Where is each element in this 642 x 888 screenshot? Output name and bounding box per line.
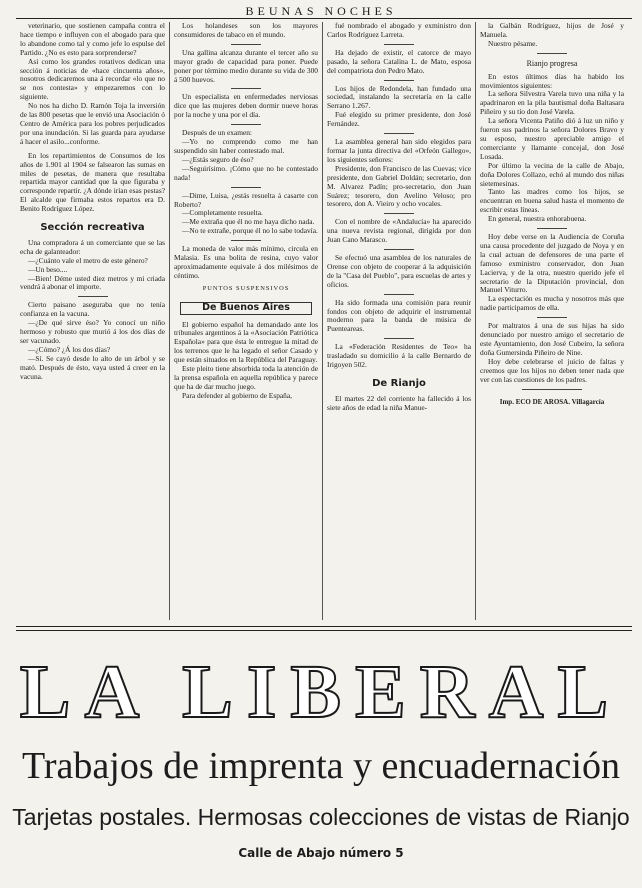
paragraph: Así como los grandes rotativos dedican una sección á noticias de «hace cincuenta años», nosotros dedicaremos una á recordar «lo que no se nos contesta» y empezaremos con lo siguiente. [20,56,165,102]
paragraph: —Seguirísimo. ¡Cómo que no he contestado nada! [174,163,318,182]
paragraph: El martes 22 del corriente ha fallecido á los siete años de edad la niña Manue- [327,393,471,412]
column-1 [16,22,169,620]
divider [231,187,261,188]
paragraph: —Un beso.... [28,264,68,274]
paragraph: Cierto paisano aseguraba que no tenía confianza en la vacuna. [20,300,165,319]
divider [78,296,108,297]
column-3 [322,22,475,620]
advert-line-1: Trabajos de imprenta y encuadernación [22,745,620,787]
divider [384,338,414,339]
bottom-rule-2 [16,630,632,631]
section-title: Rianjo progresa [526,58,578,68]
divider [231,124,261,125]
paragraph: —¿Cuánto vale el metro de este género? [28,255,148,265]
paragraph: Ha sido formada una comisión para reunir fondos con objeto de adquirir el instrumental moderno para la banda de música de Puenteareas. [327,297,471,334]
divider [384,80,414,81]
paragraph: —No te extrañe, porque él no lo sabe todavía. [182,226,318,236]
divider [231,88,261,89]
divider [537,317,567,318]
paragraph: Se efectuó una asamblea de los naturales de Orense con objeto de cooperar á la adquisición de la "Casa del Pueblo", para escuelas de artes y oficios. [327,253,471,289]
paragraph: —Yo no comprendo como me han suspendido sin haber contestado mal. [174,137,318,155]
paragraph: —¿De qué sirve éso? Yo conocí un niño hermoso y robusto que murió á los dos días de ser vacunado. [20,318,165,345]
paragraph: Una gallina alcanza durante el tercer año su mayor grado de capacidad para poner. Puede poner por término medio durante su vida de 300 á 500 huevos. [174,47,318,84]
paragraph: Con el nombre de «Andalucía» ha aparecido una nueva revista regional, dirigida por don Juan Cano Marasco. [327,217,471,245]
paragraph: —Completamente resuelta. [182,208,263,218]
paragraph: La asamblea general han sido elegidos para formar la junta directiva del «Orfeón Gallego», los siguientes señores: [327,137,471,164]
section-title-box: De Buenos Aires [180,302,312,315]
paragraph: En general, nuestra enhorabuena. [488,214,587,224]
divider [384,213,414,214]
column-4 [475,22,628,620]
paragraph: Hoy debe celebrarse el juicio de faltas y creemos que los hijos no deben tener nada que ver con las cuestiones de los padres. [480,356,624,384]
paragraph: La «Federación Residentes de Teo» ha trasladado su domicilio á la calle Bernardo de Irigoyen 502. [327,342,471,370]
masthead: BEUNAS NOCHES [245,4,397,18]
printer-imprint: Imp. ECO DE AROSA. Villagarcía [499,397,605,406]
paragraph: Los holandeses son los mayores consumidores de tabaco en el mundo. [174,22,318,39]
divider [384,133,414,134]
paragraph: veterinario, que sostienen campaña contra el hace tiempo e influyen con el abogado para que lo abandone como tal y como jefe lo espulse del Partido. ¿No es esto para sorprenderse? [20,22,165,57]
paragraph: No nos ha dicho D. Ramón Toja la inversión de las 800 pesetas que le envió una Asociación ó Centro de América para los pobres perjudicados por una inundación. Si las guarda para ayudarse á hacer el asilo...conforme. [20,101,165,146]
paragraph: En los repartimientos de Consumos de los años de 1.901 al 1904 se falsearon las sumas en miles de pesetas, de manera que resultaba repartida mayor cantidad que la que figuraba y corresponde repartir. ¿A dónde irían esas pestas? El alcalde que firmaba estos repartos era D. Benito Rodríguez López. [20,150,165,214]
paragraph: fué nombrado el abogado y exministro don Carlos Rodríguez Larreta. [327,22,471,39]
paragraph: —Me extraña que él no me haya dicho nada. [182,217,315,227]
paragraph: Ha dejado de existir, el catorce de mayo pasado, la señora Catalina L. de Mato, esposa del compatriota don Pedro Mato. [327,47,471,75]
divider [522,389,582,390]
divider [537,53,567,54]
paragraph: Por último la vecina de la calle de Abajo, doña Dolores Collazo, echó al mundo dos niñas sietemesinas. [480,160,624,188]
paragraph: La espectación es mucha y nosotros más que nadie participamos de ella. [480,294,624,313]
advert-line-2: Tarjetas postales. Hermosas colecciones de vistas de Rianjo [12,804,630,830]
section-title: Sección recreativa [40,222,145,234]
paragraph: Hoy debe verse en la Audiencia de Coruña una causa procedente del juzgado de Noya y en la cual actuan de defensores de una parte el famoso exministro conservador, don Juan Lacierva, y de la otra, nuestro querido jefe el secretario de la Diputación provincial, don Manuel Viturro. [480,232,624,295]
advert-address: Calle de Abajo número 5 [238,846,404,860]
paragraph: En estos últimos días ha habido los movimientos siguientes: [480,71,624,90]
paragraph: Por maltratos á una de sus hijas ha sido denunciado por nuestro amigo el secretario de este Ayuntamiento, don José Cubeiro, la señora doña Gumersinda Piñeiro de Nine. [480,321,624,357]
paragraph: Este pleito tiene absorbida toda la atención de la prensa española en aquella república y parece que ha de dar mucho juego. [174,364,318,391]
puntos-suspensivos-caption: PUNTOS SUSPENSIVOS [202,284,290,292]
column-2 [169,22,322,620]
divider [537,228,567,229]
paragraph: Los hijos de Redondela, han fundado una sociedad, instalando la secretaría en la calle Serrano 1.267. [327,83,471,111]
paragraph: La señora Vicenta Patiño dió á luz un niño y fueron sus padrinos la señora Dolores Bravo y su esposo, nuestro apreciable amigo el comerciante y llamante concejal, don José Losada. [480,116,624,161]
paragraph: La señora Silvestra Varela tuvo una niña y la apadrinaron en la pila bautismal doña Baltasara Piñeiro y su tío don José Varela. [480,89,624,117]
advert-title: LA LIBERAL [19,650,623,734]
paragraph: La moneda de valor más mínimo, circula en Malasia. Es una bolita de resina, cuyo valor aproximadamente equivale á dos milésimos de céntimo. [174,244,318,280]
paragraph: —Sí. Se cayó desde lo alto de un árbol y se mató. Después de ésto, vaya usted á creer en la vacuna. [20,353,165,381]
paragraph: El gobierno español ha demandado ante los tribunales argentinos á la «Asociación Patriótica Española» para que ésta le entregue la mitad de los terrenos que le ha legado el señor Casado y que están situados en la República del Paraguay. [174,319,318,365]
paragraph: Fué elegido su primer presidente, don José Fernández. [327,110,471,129]
divider [384,249,414,250]
paragraph: —Bien! Déme usted diez metros y mi criada vendrá á abonar el importe. [20,273,165,292]
paragraph: Tanto las madres como los hijos, se encuentran en buena salud hasta el momento de escribir estas líneas. [480,187,624,215]
paragraph: Presidente, don Francisco de las Cuevas; vice presidente, don Gabriel Doldán; secretario, don M. Alvarez Padín; pro-secretario, don Juan Suárez; tesorero, don Avelino Veloso; pro tesorero, don A. Vieiro y ocho vocales. [327,163,471,209]
paragraph: Una compradora á un comerciante que se las echa de galanteador: [20,237,165,256]
article-columns [16,22,628,620]
divider [384,294,414,295]
divider [231,240,261,241]
paragraph: la Galbán Rodríguez, hijos de José y Manuela. [480,22,624,39]
paragraph: Un especialista en enfermedades nerviosas dice que las mujeres deben dormir nueve horas por la noche y una por el día. [174,92,318,120]
paragraph: Después de un examen: [182,128,252,138]
top-rule [16,18,632,19]
section-title: De Rianjo [372,378,426,389]
divider [384,44,414,45]
paragraph: —¿Estás seguro de éso? [182,154,254,164]
paragraph: Para defender al gobierno de España, [182,390,292,400]
paragraph: —Dime, Luisa, ¿estás resuelta á casarte con Roberto? [174,190,318,209]
paragraph: Nuestro pésame. [488,38,538,48]
divider [231,44,261,45]
bottom-rule [16,626,632,627]
paragraph: —¿Cómo? ¿Á los dos días? [28,344,111,354]
